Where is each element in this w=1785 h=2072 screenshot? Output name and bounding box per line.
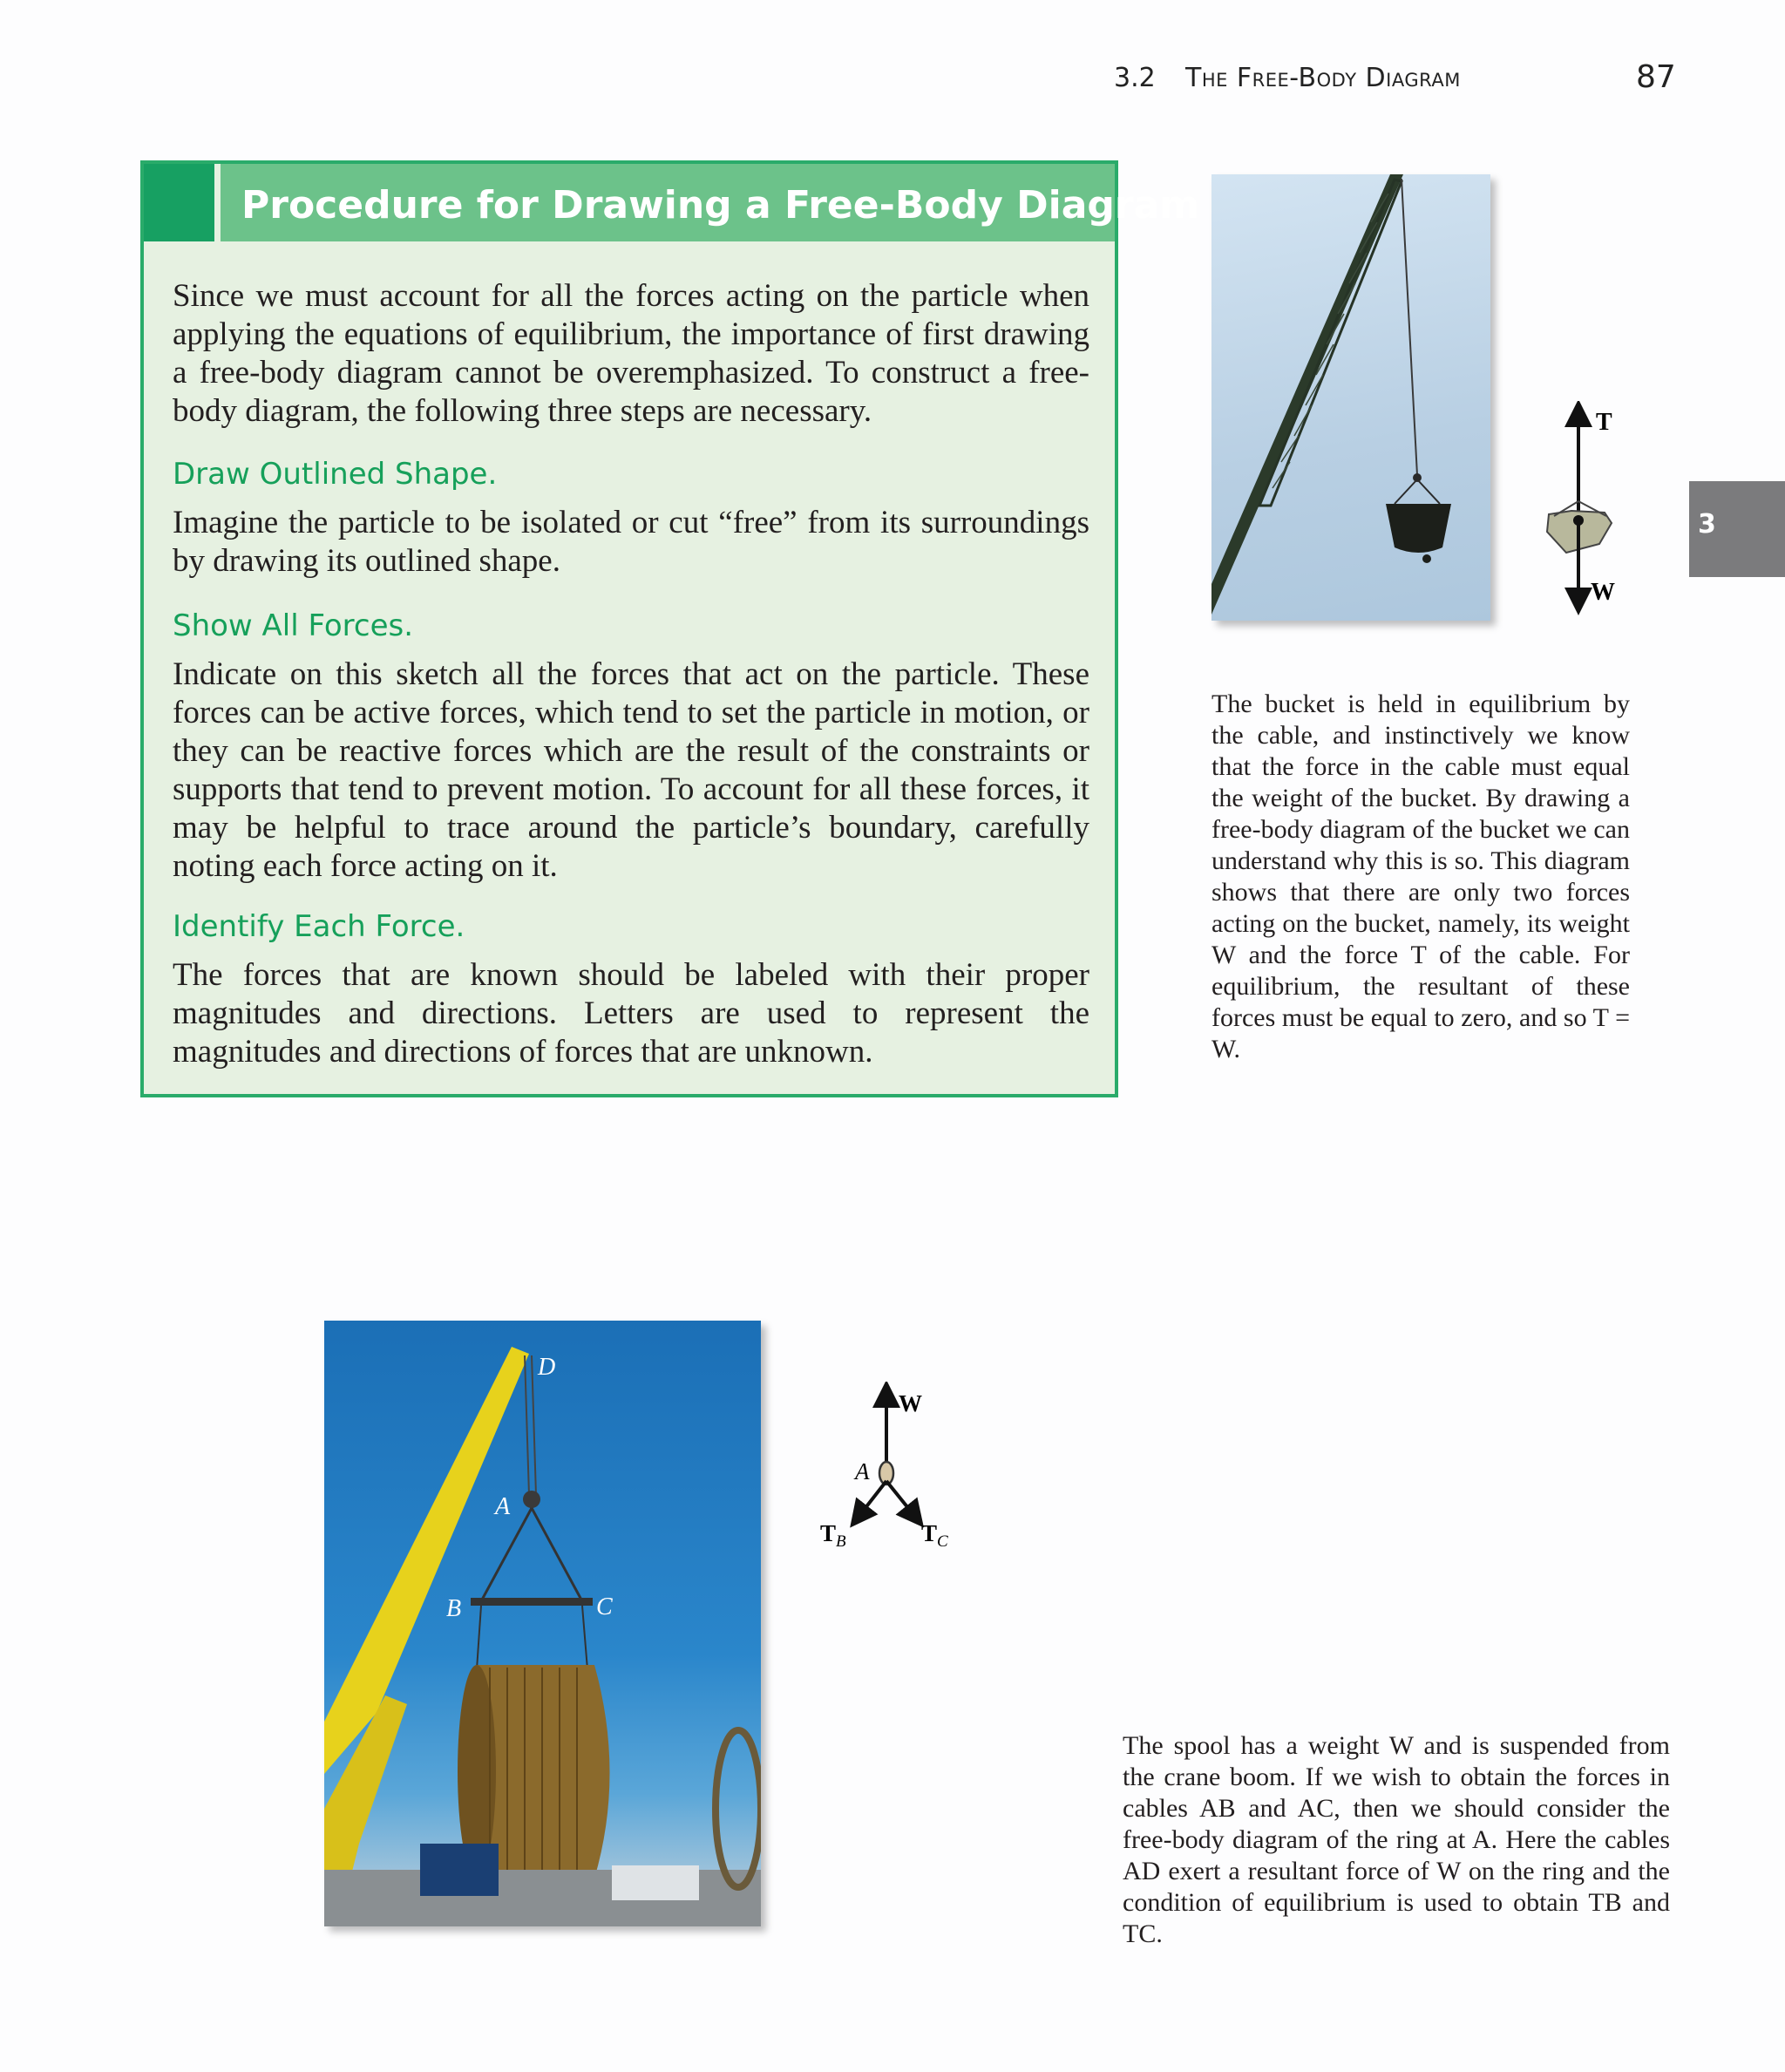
step-text-show-forces: Indicate on this sketch all the forces that act on the particle. These forces can be active forces, which tend to set the particle in motion, or they can be reactive forces which are the result of the constraints or supports that tend to prevent motion. To account for all these forces, it may be helpful to trace around the particle’s boundary, carefully noting each force acting on it. [173,656,1089,884]
spool-crane-photo [324,1321,761,1926]
force-label-w2: W [899,1390,922,1416]
step-heading-identify-forces: Identify Each Force. [173,909,465,944]
force-label-tc: $T_C$ [921,1520,948,1551]
step-heading-show-forces: Show All Forces. [173,608,414,643]
force-label-w: W [1591,579,1615,606]
photo-label-d: D [538,1354,556,1381]
ring-fbd [815,1382,967,1552]
bucket-crane-illustration [1211,174,1490,621]
fbd-label-a: A [855,1458,870,1484]
spool-caption: The spool has a weight W and is suspended from the crane boom. If we wish to obtain the forces in cables AB and AC, then we should consider the free-body diagram of the ring at A. Here the cables AD exert a resultant force of W on the ring and the condition of equilibrium is used to obtain TB and TC. [1123,1731,1670,1948]
page-number: 87 [1636,59,1676,95]
bucket-crane-photo [1211,174,1490,621]
section-title: The Free-Body Diagram [1185,63,1461,93]
step-text-draw-outline: Imagine the particle to be isolated or cut “free” from its surroundings by drawing its outlined shape. [173,505,1089,579]
chapter-tab-number: 3 [1698,509,1716,540]
step-heading-draw-outline: Draw Outlined Shape. [173,457,498,492]
procedure-intro: Since we must account for all the forces acting on the particle when applying the equations of equilibrium, the importance of first drawing a free-body diagram cannot be overemphasized. To construct a free-body diagram, the following three steps are necessary. [173,278,1089,429]
step-text-identify-forces: The forces that are known should be labeled with their proper magnitudes and directions. Letters are used to represent the magnitudes and directions of forces that are unknown. [173,957,1089,1070]
procedure-box [140,160,1200,1097]
photo-label-c: C [596,1593,613,1620]
procedure-title: Procedure for Drawing a Free-Body Diagram [241,183,1200,228]
photo-label-b: B [446,1595,462,1622]
force-label-tb: $T_B$ [820,1520,846,1551]
bucket-caption: The bucket is held in equilibrium by the cable, and instinctively we know that the force in the cable must equal the weight of the bucket. By drawing a free-body diagram of the bucket we can understand why this is so. This diagram shows that there are only two forces acting on the bucket, namely, its weight W and the force T of the cable. For equilibrium, the resultant of these forces must be equal to zero, and so T = W. [1211,690,1630,1063]
chapter-tab [1689,481,1785,577]
procedure-header-accent [144,164,214,241]
bucket-fbd [1521,401,1634,619]
force-arrow-tc [886,1481,915,1517]
section-number: 3.2 [1114,63,1156,93]
force-label-t: T [1596,409,1612,436]
photo-label-a: A [495,1493,511,1520]
force-arrow-tb [859,1481,886,1517]
spool-crane-illustration [324,1321,761,1926]
procedure-header [221,164,1200,241]
